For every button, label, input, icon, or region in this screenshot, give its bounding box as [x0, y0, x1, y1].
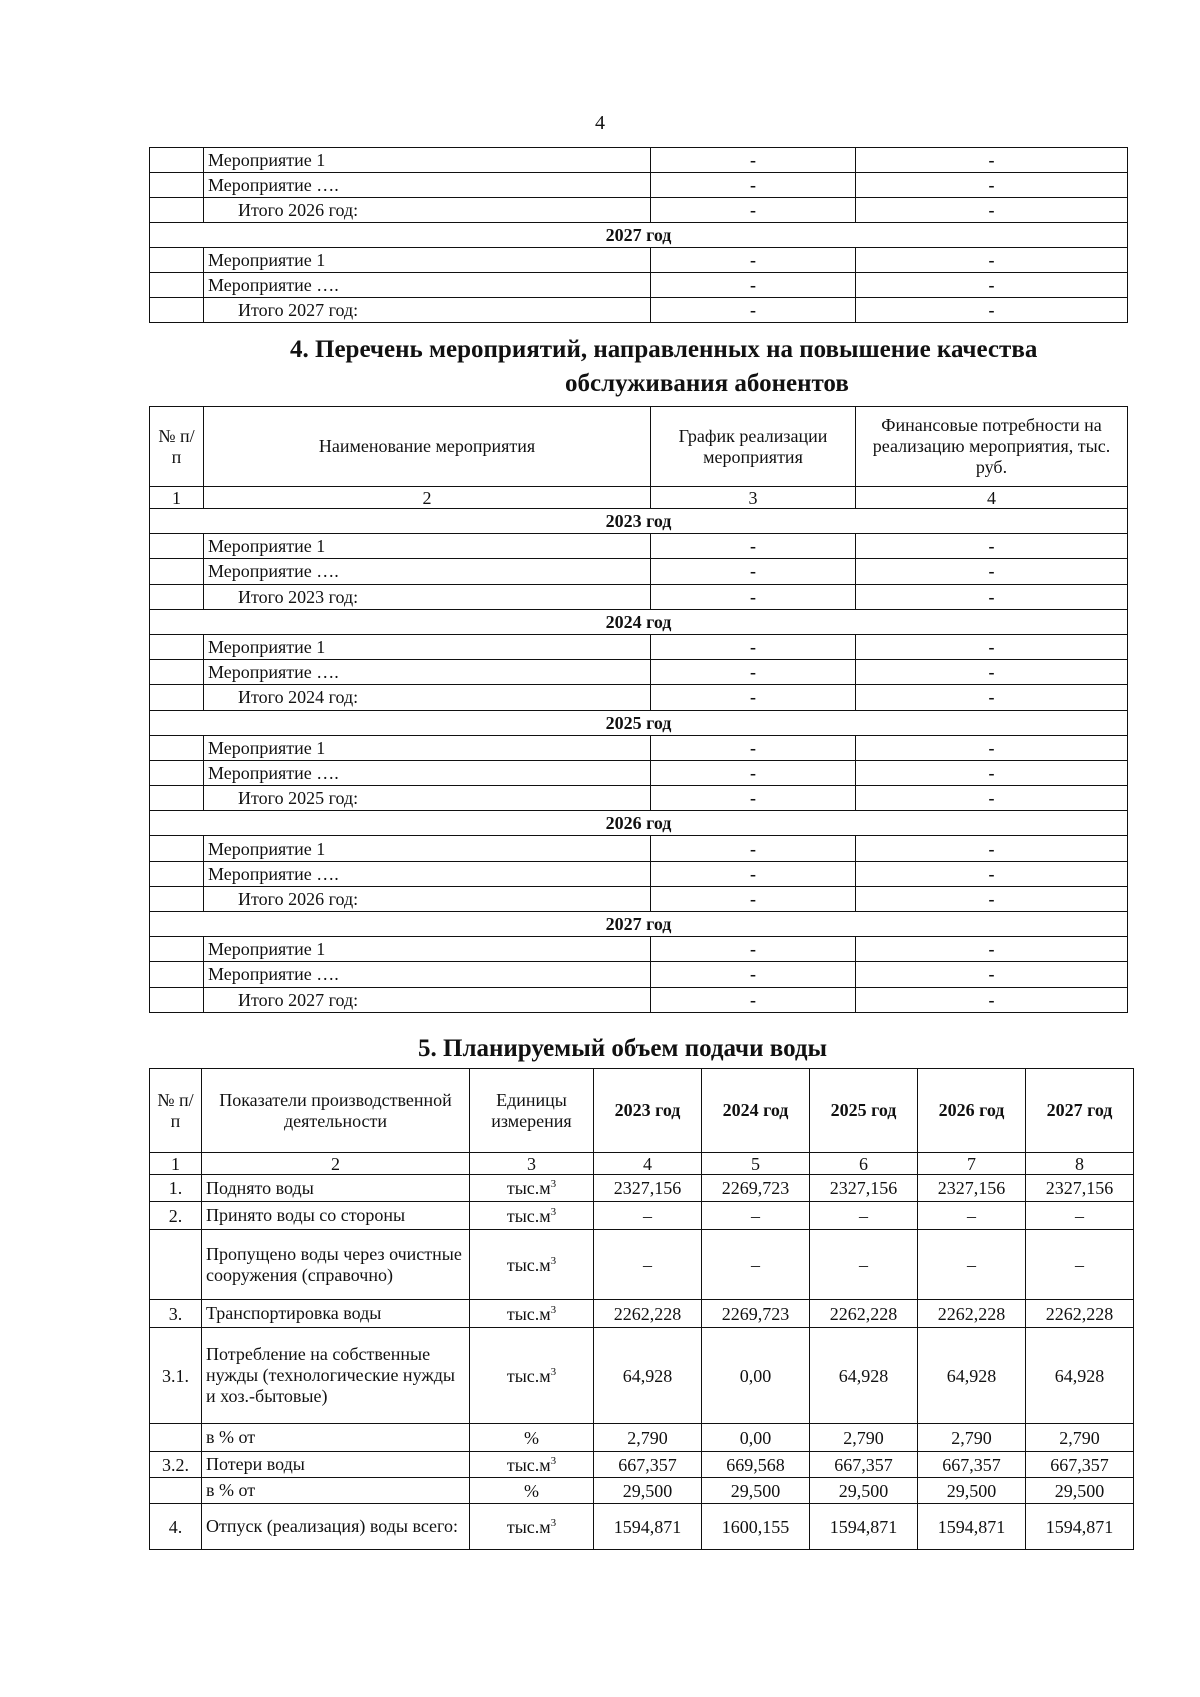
section-4-title-cont: обслуживания абонентов — [565, 370, 849, 397]
total-label: Итого 2027 год: — [204, 298, 651, 323]
total-label: Итого 2025 год: — [204, 786, 651, 811]
table-row — [150, 1328, 1134, 1424]
finance-value: - — [856, 786, 1128, 811]
finance-value: - — [856, 962, 1128, 987]
unit-cell — [470, 1504, 594, 1550]
schedule-value: - — [651, 660, 856, 685]
row-number — [150, 760, 204, 785]
measure-name: Мероприятие 1 — [204, 836, 651, 861]
year-value: – — [702, 1230, 810, 1300]
table-row — [150, 660, 1128, 685]
measure-name: Мероприятие …. — [204, 660, 651, 685]
col-number: 8 — [1026, 1153, 1134, 1175]
year-value: 667,357 — [1026, 1452, 1134, 1478]
year-row — [150, 710, 1128, 735]
table-row — [150, 886, 1128, 911]
finance-value: - — [856, 685, 1128, 710]
table-row — [150, 298, 1128, 323]
header-year: 2024 год — [702, 1069, 810, 1153]
table-row — [150, 1424, 1134, 1452]
section-4-title: 4. Перечень мероприятий, направленных на повышение качества — [290, 336, 1038, 363]
col-number: 5 — [702, 1153, 810, 1175]
year-value: 669,568 — [702, 1452, 810, 1478]
header-no: № п/п — [150, 407, 204, 487]
table-row — [150, 1478, 1134, 1504]
total-label: Итого 2023 год: — [204, 584, 651, 609]
year-row — [150, 609, 1128, 634]
table-row — [150, 273, 1128, 298]
schedule-value: - — [651, 962, 856, 987]
unit-superscript: 3 — [550, 1516, 557, 1529]
unit-label: тыс.м — [506, 1178, 551, 1198]
col-number: 1 — [150, 1153, 202, 1175]
table-row — [150, 634, 1128, 659]
header-year: 2026 год — [918, 1069, 1026, 1153]
year-value: 1594,871 — [594, 1504, 702, 1550]
header-finance: Финансовые потребности на реализацию мероприятия, тыс. руб. — [856, 407, 1128, 487]
header-unit: Единицы измерения — [470, 1069, 594, 1153]
year-value: 64,928 — [594, 1328, 702, 1424]
col-number: 3 — [651, 487, 856, 509]
finance-value: - — [856, 987, 1128, 1012]
row-number — [150, 248, 204, 273]
measure-name: Мероприятие …. — [204, 962, 651, 987]
measure-name: Мероприятие …. — [204, 861, 651, 886]
indicator-name: Принято воды со стороны — [202, 1202, 470, 1230]
row-number — [150, 1424, 202, 1452]
unit-superscript: 3 — [550, 1254, 557, 1267]
unit-label: % — [524, 1480, 539, 1501]
row-number — [150, 660, 204, 685]
year-value: 2327,156 — [918, 1175, 1026, 1202]
table-section-4 — [149, 406, 1128, 1013]
table-row — [150, 987, 1128, 1012]
row-number — [150, 685, 204, 710]
table-row — [150, 534, 1128, 559]
row-number — [150, 1478, 202, 1504]
schedule-value: - — [651, 198, 856, 223]
header-year: 2027 год — [1026, 1069, 1134, 1153]
year-value: – — [918, 1202, 1026, 1230]
header-year: 2025 год — [810, 1069, 918, 1153]
year-value: 2269,723 — [702, 1300, 810, 1328]
year-value: 2,790 — [810, 1424, 918, 1452]
year-value: 1600,155 — [702, 1504, 810, 1550]
unit-label: тыс.м — [506, 1303, 551, 1324]
schedule-value: - — [651, 559, 856, 584]
finance-value: - — [856, 886, 1128, 911]
year-value: 667,357 — [594, 1452, 702, 1478]
unit-cell — [470, 1175, 594, 1202]
measure-name: Мероприятие 1 — [204, 148, 651, 173]
indicator-name: Отпуск (реализация) воды всего: — [202, 1504, 470, 1550]
col-number: 2 — [204, 487, 651, 509]
unit-cell — [470, 1202, 594, 1230]
header-name: Наименование мероприятия — [204, 407, 651, 487]
unit-label: тыс.м — [506, 1454, 551, 1475]
indicator-name: Поднято воды — [202, 1175, 470, 1202]
table-measures-continued — [149, 147, 1128, 323]
row-number — [150, 173, 204, 198]
finance-value: - — [856, 273, 1128, 298]
table-row — [150, 786, 1128, 811]
finance-value: - — [856, 584, 1128, 609]
unit-label: тыс.м — [506, 1254, 551, 1275]
row-number — [150, 634, 204, 659]
schedule-value: - — [651, 173, 856, 198]
finance-value: - — [856, 861, 1128, 886]
year-label: 2027 год — [150, 912, 1128, 937]
header-year: 2023 год — [594, 1069, 702, 1153]
header-indicator: Показатели производственной деятельности — [202, 1069, 470, 1153]
total-label: Итого 2024 год: — [204, 685, 651, 710]
col-number: 6 — [810, 1153, 918, 1175]
unit-superscript: 3 — [550, 1178, 557, 1190]
measure-name: Мероприятие …. — [204, 559, 651, 584]
schedule-value: - — [651, 836, 856, 861]
year-label: 2025 год — [150, 710, 1128, 735]
finance-value: - — [856, 198, 1128, 223]
table-row — [150, 685, 1128, 710]
page-number: 4 — [595, 112, 605, 134]
year-value: – — [594, 1230, 702, 1300]
row-number — [150, 786, 204, 811]
row-number — [150, 836, 204, 861]
table-row — [150, 559, 1128, 584]
finance-value: - — [856, 937, 1128, 962]
finance-value: - — [856, 173, 1128, 198]
measure-name: Мероприятие 1 — [204, 634, 651, 659]
indicator-name: Потери воды — [202, 1452, 470, 1478]
table-row — [150, 836, 1128, 861]
year-value: 667,357 — [918, 1452, 1026, 1478]
year-label: 2027 год — [150, 223, 1128, 248]
year-value: 1594,871 — [810, 1504, 918, 1550]
year-value: 0,00 — [702, 1424, 810, 1452]
year-value: – — [702, 1202, 810, 1230]
year-value: 2,790 — [594, 1424, 702, 1452]
table-section-5 — [149, 1068, 1134, 1550]
year-value: – — [594, 1202, 702, 1230]
year-value: 29,500 — [1026, 1478, 1134, 1504]
year-value: 29,500 — [918, 1478, 1026, 1504]
schedule-value: - — [651, 634, 856, 659]
header-schedule: График реализации мероприятия — [651, 407, 856, 487]
year-label: 2026 год — [150, 811, 1128, 836]
year-label: 2024 год — [150, 609, 1128, 634]
table-row — [150, 1202, 1134, 1230]
unit-label: % — [524, 1427, 539, 1448]
finance-value: - — [856, 836, 1128, 861]
schedule-value: - — [651, 248, 856, 273]
year-value: 2262,228 — [594, 1300, 702, 1328]
finance-value: - — [856, 660, 1128, 685]
row-number — [150, 861, 204, 886]
row-number: 3.1. — [150, 1328, 202, 1424]
unit-superscript: 3 — [550, 1365, 557, 1378]
table-row — [150, 173, 1128, 198]
year-value: 29,500 — [702, 1478, 810, 1504]
finance-value: - — [856, 634, 1128, 659]
unit-cell — [470, 1230, 594, 1300]
schedule-value: - — [651, 584, 856, 609]
row-number — [150, 198, 204, 223]
year-row — [150, 811, 1128, 836]
indicator-name: Пропущено воды через очистные сооружения (справочно) — [202, 1230, 470, 1300]
unit-superscript: 3 — [550, 1454, 557, 1467]
row-number: 3.2. — [150, 1452, 202, 1478]
table-row — [150, 1300, 1134, 1328]
schedule-value: - — [651, 886, 856, 911]
row-number: 1. — [150, 1175, 202, 1202]
finance-value: - — [856, 735, 1128, 760]
year-value: 0,00 — [702, 1328, 810, 1424]
total-label: Итого 2027 год: — [204, 987, 651, 1012]
col-number: 3 — [470, 1153, 594, 1175]
row-number — [150, 298, 204, 323]
year-value: – — [1026, 1230, 1134, 1300]
year-value: 64,928 — [810, 1328, 918, 1424]
schedule-value: - — [651, 861, 856, 886]
year-value: – — [918, 1230, 1026, 1300]
row-number: 4. — [150, 1504, 202, 1550]
unit-cell — [470, 1300, 594, 1328]
measure-name: Мероприятие …. — [204, 760, 651, 785]
measure-name: Мероприятие 1 — [204, 735, 651, 760]
finance-value: - — [856, 248, 1128, 273]
unit-cell — [470, 1424, 594, 1452]
schedule-value: - — [651, 148, 856, 173]
year-value: 64,928 — [918, 1328, 1026, 1424]
measure-name: Мероприятие …. — [204, 173, 651, 198]
row-number — [150, 1230, 202, 1300]
unit-cell — [470, 1452, 594, 1478]
row-number — [150, 559, 204, 584]
section-5-title: 5. Планируемый объем подачи воды — [418, 1035, 828, 1062]
table-row — [150, 198, 1128, 223]
unit-cell — [470, 1328, 594, 1424]
row-number — [150, 962, 204, 987]
total-label: Итого 2026 год: — [204, 886, 651, 911]
table-row — [150, 248, 1128, 273]
year-row — [150, 223, 1128, 248]
schedule-value: - — [651, 534, 856, 559]
measure-name: Мероприятие 1 — [204, 534, 651, 559]
year-value: 2327,156 — [1026, 1175, 1134, 1202]
unit-superscript: 3 — [550, 1303, 557, 1316]
year-row — [150, 912, 1128, 937]
table-row — [150, 584, 1128, 609]
year-label: 2023 год — [150, 509, 1128, 534]
finance-value: - — [856, 148, 1128, 173]
row-number: 3. — [150, 1300, 202, 1328]
finance-value: - — [856, 534, 1128, 559]
col-number: 4 — [856, 487, 1128, 509]
row-number — [150, 886, 204, 911]
year-row — [150, 509, 1128, 534]
finance-value: - — [856, 559, 1128, 584]
schedule-value: - — [651, 735, 856, 760]
table-row — [150, 1230, 1134, 1300]
measure-name: Мероприятие 1 — [204, 937, 651, 962]
schedule-value: - — [651, 760, 856, 785]
year-value: 2262,228 — [810, 1300, 918, 1328]
col-number: 7 — [918, 1153, 1026, 1175]
schedule-value: - — [651, 685, 856, 710]
row-number — [150, 987, 204, 1012]
col-number: 1 — [150, 487, 204, 509]
year-value: 64,928 — [1026, 1328, 1134, 1424]
year-value: 1594,871 — [918, 1504, 1026, 1550]
finance-value: - — [856, 760, 1128, 785]
table-row — [150, 735, 1128, 760]
unit-cell — [470, 1478, 594, 1504]
year-value: 667,357 — [810, 1452, 918, 1478]
indicator-name: в % от — [202, 1424, 470, 1452]
schedule-value: - — [651, 786, 856, 811]
table-row — [150, 861, 1128, 886]
total-label: Итого 2026 год: — [204, 198, 651, 223]
unit-label: тыс.м — [506, 1205, 551, 1226]
unit-label: тыс.м — [506, 1365, 551, 1386]
indicator-name: Потребление на собственные нужды (технологические нужды и хоз.-бытовые) — [202, 1328, 470, 1424]
measure-name: Мероприятие 1 — [204, 248, 651, 273]
unit-label: тыс.м — [506, 1516, 551, 1537]
measure-name: Мероприятие …. — [204, 273, 651, 298]
year-value: – — [1026, 1202, 1134, 1230]
table-row — [150, 760, 1128, 785]
year-value: 29,500 — [810, 1478, 918, 1504]
row-number — [150, 534, 204, 559]
col-number: 2 — [202, 1153, 470, 1175]
indicator-name: Транспортировка воды — [202, 1300, 470, 1328]
finance-value: - — [856, 298, 1128, 323]
year-value: 2327,156 — [594, 1175, 702, 1202]
row-number: 2. — [150, 1202, 202, 1230]
table-row — [150, 1452, 1134, 1478]
table-row — [150, 937, 1128, 962]
table-row — [150, 148, 1128, 173]
indicator-name: в % от — [202, 1478, 470, 1504]
year-value: 2262,228 — [1026, 1300, 1134, 1328]
row-number — [150, 273, 204, 298]
row-number — [150, 735, 204, 760]
year-value: 2,790 — [918, 1424, 1026, 1452]
unit-superscript: 3 — [550, 1205, 557, 1218]
schedule-value: - — [651, 273, 856, 298]
schedule-value: - — [651, 987, 856, 1012]
year-value: 2262,228 — [918, 1300, 1026, 1328]
row-number — [150, 148, 204, 173]
schedule-value: - — [651, 298, 856, 323]
header-no: № п/п — [150, 1069, 202, 1153]
year-value: 2,790 — [1026, 1424, 1134, 1452]
year-value: 29,500 — [594, 1478, 702, 1504]
row-number — [150, 584, 204, 609]
row-number — [150, 937, 204, 962]
year-value: 2269,723 — [702, 1175, 810, 1202]
col-number: 4 — [594, 1153, 702, 1175]
schedule-value: - — [651, 937, 856, 962]
table-row — [150, 1175, 1134, 1202]
year-value: – — [810, 1202, 918, 1230]
table-row — [150, 962, 1128, 987]
table-row — [150, 1504, 1134, 1550]
year-value: – — [810, 1230, 918, 1300]
year-value: 2327,156 — [810, 1175, 918, 1202]
year-value: 1594,871 — [1026, 1504, 1134, 1550]
